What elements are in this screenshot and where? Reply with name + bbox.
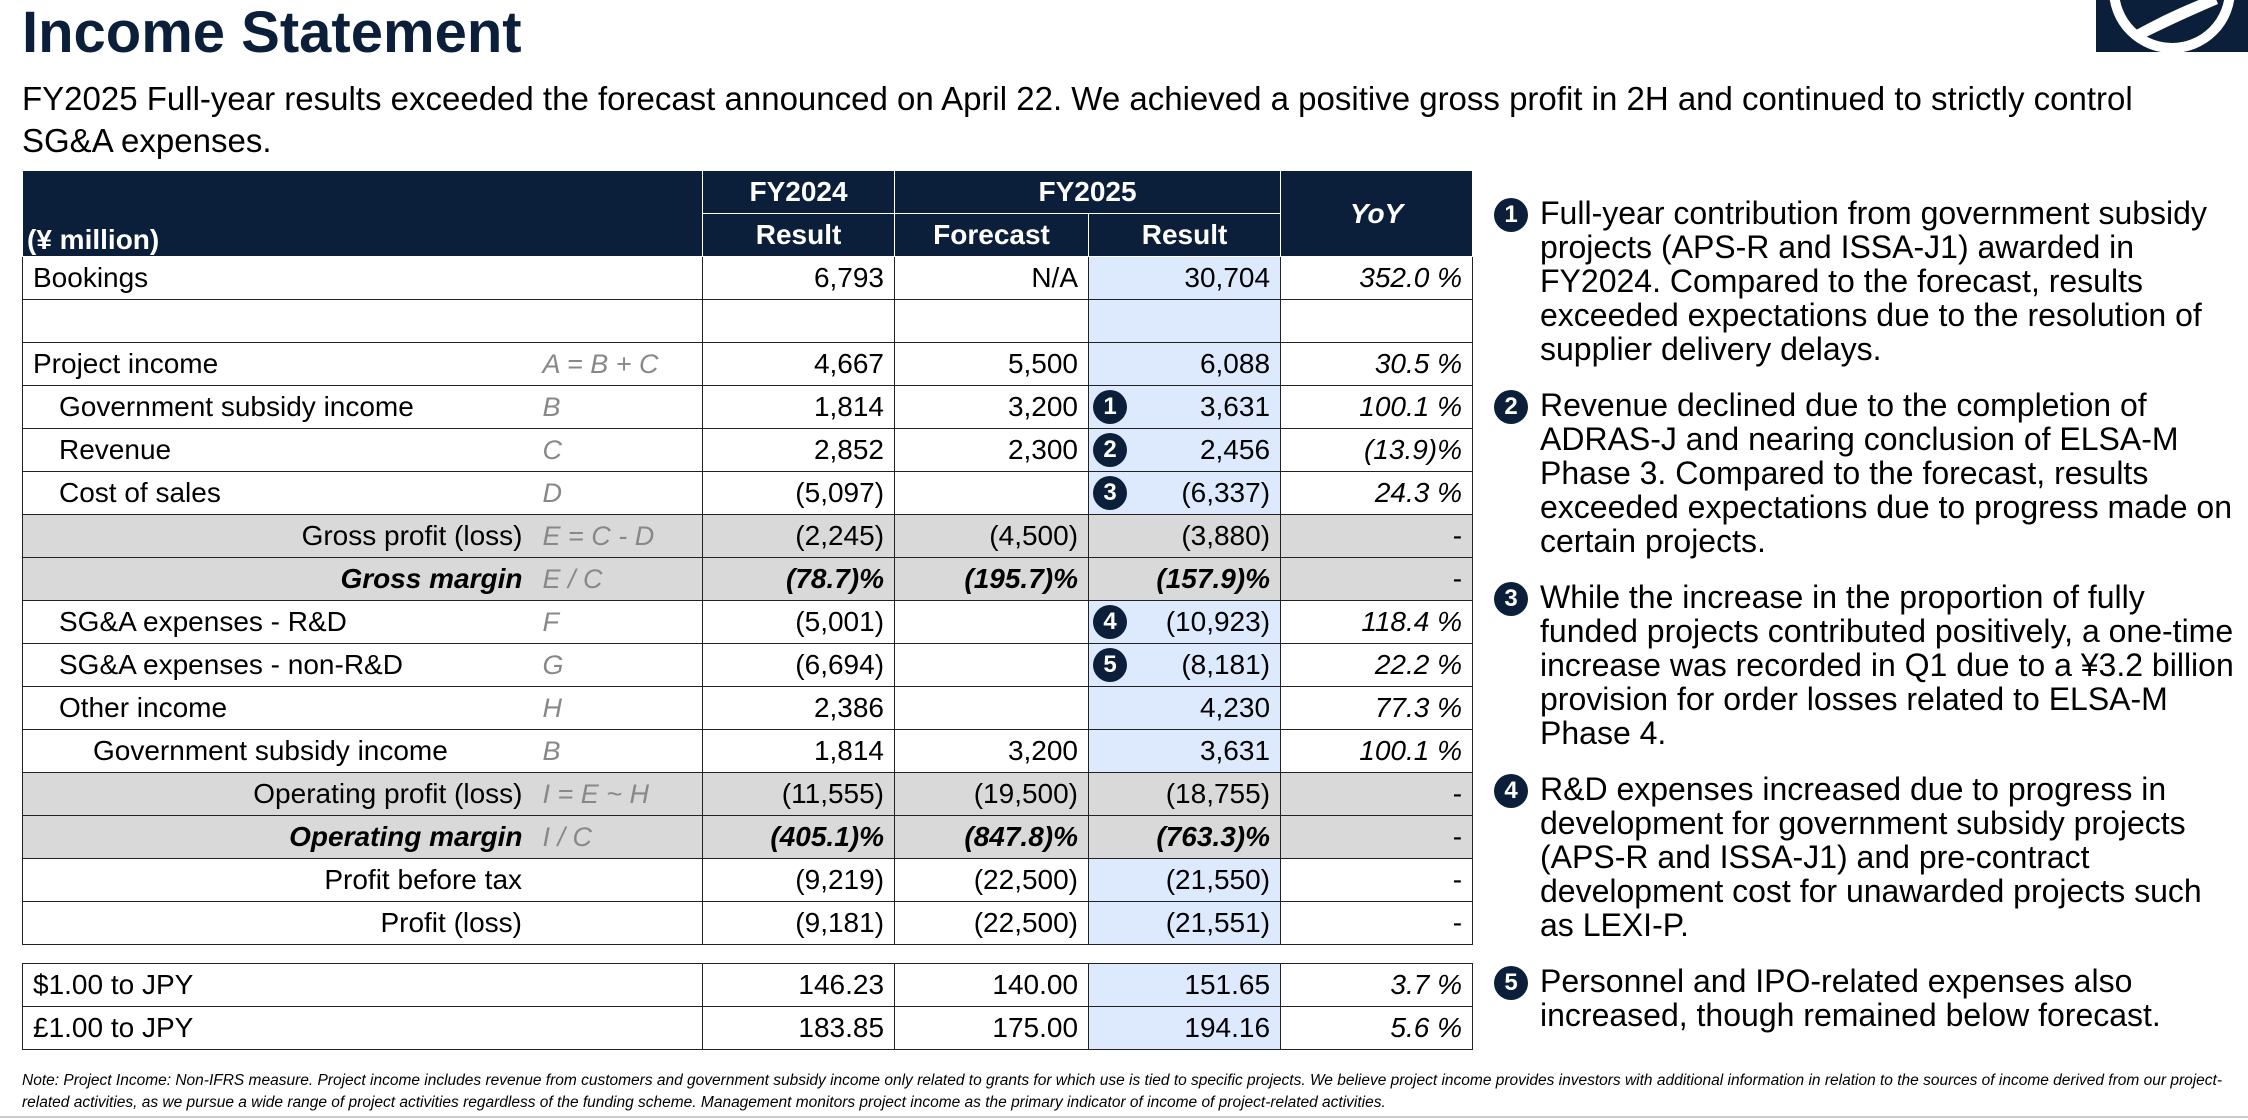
row-label: Project income xyxy=(23,343,533,386)
yoy-value: - xyxy=(1281,558,1473,601)
row-label: Government subsidy income xyxy=(23,730,533,773)
row-formula: C xyxy=(533,429,703,472)
yoy-value: 30.5 % xyxy=(1281,343,1473,386)
row-label: Operating margin xyxy=(23,816,533,859)
company-logo xyxy=(2096,0,2248,52)
note-number-badge: 3 xyxy=(1494,582,1528,616)
note-text: R&D expenses increased due to progress in development for government subsidy projects (APS-R and ISSA-J1) and pre-contract development cost for unawarded projects such as LEXI-P. xyxy=(1540,771,2202,943)
row-label: Cost of sales xyxy=(23,472,533,515)
note-number-badge: 1 xyxy=(1494,198,1528,232)
yoy-value: 118.4 % xyxy=(1281,601,1473,644)
result-value: (21,551) xyxy=(1089,902,1281,945)
forecast-value: 3,200 xyxy=(895,386,1089,429)
yoy-value: 77.3 % xyxy=(1281,687,1473,730)
fy2024-value: 6,793 xyxy=(703,257,895,300)
table-row-subtotal xyxy=(23,515,1473,558)
fy2025-header: FY2025 xyxy=(895,171,1281,214)
yoy-value: 352.0 % xyxy=(1281,257,1473,300)
note-number-badge: 2 xyxy=(1494,390,1528,424)
result-value xyxy=(1089,300,1281,343)
table-row-blank xyxy=(23,300,1473,343)
result-cell xyxy=(1089,601,1281,644)
row-formula: A = B + C xyxy=(533,343,703,386)
row-formula: G xyxy=(533,644,703,687)
note-badge: 3 xyxy=(1093,476,1127,510)
row-label: Government subsidy income xyxy=(23,386,533,429)
table-row xyxy=(23,687,1473,730)
result-cell xyxy=(1089,644,1281,687)
table-row xyxy=(23,730,1473,773)
forecast-value xyxy=(895,687,1089,730)
yoy-value: 100.1 % xyxy=(1281,386,1473,429)
row-formula: I = E ~ H xyxy=(533,773,703,816)
table-row xyxy=(23,257,1473,300)
note-item xyxy=(1494,388,2234,558)
row-formula: H xyxy=(533,687,703,730)
note-badge: 1 xyxy=(1093,390,1127,424)
table-row xyxy=(23,343,1473,386)
fy2025-forecast-header: Forecast xyxy=(895,214,1089,257)
row-formula: E = C - D xyxy=(533,515,703,558)
result-value: 3,631 xyxy=(1089,730,1281,773)
page-title: Income Statement xyxy=(22,0,522,65)
row-label: Gross margin xyxy=(23,558,533,601)
forecast-value: 3,200 xyxy=(895,730,1089,773)
note-item xyxy=(1494,196,2234,366)
row-formula: E / C xyxy=(533,558,703,601)
yoy-value: 100.1 % xyxy=(1281,730,1473,773)
table-row xyxy=(23,859,1473,902)
forecast-value: (4,500) xyxy=(895,515,1089,558)
result-value: 3,631 xyxy=(1199,391,1271,422)
yoy-value: 5.6 % xyxy=(1281,1007,1473,1050)
fy2024-value xyxy=(703,300,895,343)
table-row xyxy=(23,601,1473,644)
fx-row xyxy=(23,1007,1473,1050)
row-label: Profit (loss) xyxy=(23,902,703,945)
fy2024-value: 1,814 xyxy=(703,730,895,773)
note-badge: 5 xyxy=(1093,648,1127,682)
result-value: 194.16 xyxy=(1089,1007,1281,1050)
note-number-badge: 5 xyxy=(1494,966,1528,1000)
notes-panel xyxy=(1494,196,2234,1054)
row-formula: D xyxy=(533,472,703,515)
fy2024-value: 2,852 xyxy=(703,429,895,472)
table-row-margin xyxy=(23,816,1473,859)
logo-icon xyxy=(2096,0,2248,52)
table-row xyxy=(23,644,1473,687)
row-label: SG&A expenses - R&D xyxy=(23,601,533,644)
fy2025-result-header: Result xyxy=(1089,214,1281,257)
row-label: Gross profit (loss) xyxy=(23,515,533,558)
row-formula: I / C xyxy=(533,816,703,859)
unit-header: (¥ million) xyxy=(23,171,703,257)
row-label: SG&A expenses - non-R&D xyxy=(23,644,533,687)
forecast-value: N/A xyxy=(895,257,1089,300)
yoy-value: 24.3 % xyxy=(1281,472,1473,515)
result-value: 4,230 xyxy=(1089,687,1281,730)
note-text: While the increase in the proportion of fully funded projects contributed positively, a one-time increase was recorded in Q1 due to a ¥3.2 billion provision for order losses related to ELSA-M Phase 4. xyxy=(1540,579,2234,751)
result-value: (3,880) xyxy=(1089,515,1281,558)
table-row xyxy=(23,429,1473,472)
yoy-value: - xyxy=(1281,515,1473,558)
result-value: 151.65 xyxy=(1089,964,1281,1007)
note-item xyxy=(1494,580,2234,750)
fy2024-value: 4,667 xyxy=(703,343,895,386)
page-subtitle: FY2025 Full-year results exceeded the forecast announced on April 22. We achieved a positive gross profit in 2H and continued to strictly control SG&A expenses. xyxy=(22,80,2133,159)
forecast-value: (195.7)% xyxy=(895,558,1089,601)
fy2024-value: 2,386 xyxy=(703,687,895,730)
row-formula xyxy=(533,300,703,343)
table-spacer xyxy=(23,945,1473,964)
result-value: (763.3)% xyxy=(1089,816,1281,859)
fy2024-value: 146.23 xyxy=(703,964,895,1007)
table-row xyxy=(23,902,1473,945)
fy2024-value: (2,245) xyxy=(703,515,895,558)
bottom-divider xyxy=(0,1116,2248,1118)
forecast-value: 5,500 xyxy=(895,343,1089,386)
table-row xyxy=(23,386,1473,429)
fx-label: £1.00 to JPY xyxy=(23,1007,703,1050)
fy2024-value: (9,181) xyxy=(703,902,895,945)
fy2024-header: FY2024 xyxy=(703,171,895,214)
result-value: (10,923) xyxy=(1165,606,1271,637)
result-value: (8,181) xyxy=(1181,649,1271,680)
result-cell xyxy=(1089,429,1281,472)
fx-row xyxy=(23,964,1473,1007)
row-formula xyxy=(533,257,703,300)
row-label: Revenue xyxy=(23,429,533,472)
forecast-value: (22,500) xyxy=(895,859,1089,902)
forecast-value: 140.00 xyxy=(895,964,1089,1007)
fy2024-result-header: Result xyxy=(703,214,895,257)
forecast-value: (847.8)% xyxy=(895,816,1089,859)
row-formula: B xyxy=(533,730,703,773)
fy2024-value: (9,219) xyxy=(703,859,895,902)
result-value: 30,704 xyxy=(1089,257,1281,300)
note-item xyxy=(1494,772,2234,942)
table-row-margin xyxy=(23,558,1473,601)
fy2024-value: (78.7)% xyxy=(703,558,895,601)
yoy-header: YoY xyxy=(1281,171,1473,257)
spacer-cell xyxy=(23,945,1473,964)
result-value: (18,755) xyxy=(1089,773,1281,816)
fy2024-value: (5,001) xyxy=(703,601,895,644)
fy2024-value: (11,555) xyxy=(703,773,895,816)
yoy-value: - xyxy=(1281,773,1473,816)
table-row-subtotal xyxy=(23,773,1473,816)
fy2024-value: (6,694) xyxy=(703,644,895,687)
result-value: (6,337) xyxy=(1181,477,1271,508)
row-label: Profit before tax xyxy=(23,859,703,902)
row-formula: B xyxy=(533,386,703,429)
forecast-value xyxy=(895,472,1089,515)
result-value: (157.9)% xyxy=(1089,558,1281,601)
forecast-value xyxy=(895,644,1089,687)
yoy-value: - xyxy=(1281,816,1473,859)
yoy-value: - xyxy=(1281,859,1473,902)
fy2024-value: (5,097) xyxy=(703,472,895,515)
fy2024-value: (405.1)% xyxy=(703,816,895,859)
yoy-value: - xyxy=(1281,902,1473,945)
note-text: Revenue declined due to the completion of ADRAS-J and nearing conclusion of ELSA-M Phase 3. Compared to the forecast, results exceeded expectations due to progress made on certain projects. xyxy=(1540,387,2233,559)
fx-label: $1.00 to JPY xyxy=(23,964,703,1007)
result-cell xyxy=(1089,386,1281,429)
note-badge: 2 xyxy=(1093,433,1127,467)
row-label: Other income xyxy=(23,687,533,730)
yoy-value: 3.7 % xyxy=(1281,964,1473,1007)
forecast-value: (19,500) xyxy=(895,773,1089,816)
row-label xyxy=(23,300,533,343)
forecast-value: 2,300 xyxy=(895,429,1089,472)
row-label: Operating profit (loss) xyxy=(23,773,533,816)
note-item xyxy=(1494,964,2234,1032)
yoy-value: (13.9)% xyxy=(1281,429,1473,472)
result-cell xyxy=(1089,472,1281,515)
row-formula: F xyxy=(533,601,703,644)
forecast-value: (22,500) xyxy=(895,902,1089,945)
note-number-badge: 4 xyxy=(1494,774,1528,808)
result-value: 2,456 xyxy=(1199,434,1271,465)
note-badge: 4 xyxy=(1093,605,1127,639)
forecast-value xyxy=(895,601,1089,644)
forecast-value xyxy=(895,300,1089,343)
result-value: (21,550) xyxy=(1089,859,1281,902)
row-label: Bookings xyxy=(23,257,533,300)
footnote: Note: Project Income: Non-IFRS measure. Project income includes revenue from customers and government subsidy income only related to grants for which use is tied to specific projects. We believe project income provides investors with additional information in relation to the sources of income derived from our project-related activities, as we pursue a wide range of project activities regardless of the funding scheme. Management monitors project income as the primary indicator of income of project-related activities. xyxy=(22,1072,2223,1111)
fy2024-value: 183.85 xyxy=(703,1007,895,1050)
result-value: 6,088 xyxy=(1089,343,1281,386)
yoy-value: 22.2 % xyxy=(1281,644,1473,687)
fy2024-value: 1,814 xyxy=(703,386,895,429)
note-text: Full-year contribution from government subsidy projects (APS-R and ISSA-J1) awarded in FY2024. Compared to the forecast, results exceeded expectations due to the resolution of supplier delivery delays. xyxy=(1540,195,2207,367)
note-text: Personnel and IPO-related expenses also increased, though remained below forecast. xyxy=(1540,963,2161,1033)
table-row xyxy=(23,472,1473,515)
yoy-value xyxy=(1281,300,1473,343)
income-statement-table xyxy=(22,170,1473,1050)
forecast-value: 175.00 xyxy=(895,1007,1089,1050)
